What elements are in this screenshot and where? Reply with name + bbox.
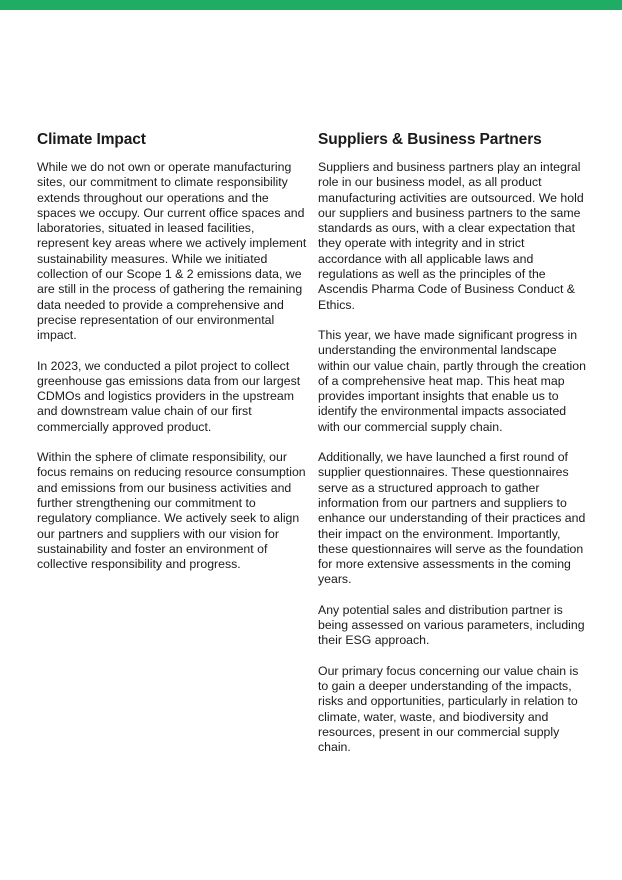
climate-impact-paragraph-1: While we do not own or operate manufacturing sites, our commitment to climate responsibility extends throughout our operations and the spaces we occupy. Our current office spaces and laboratories, situated in leased facilities, represent key areas where we actively implement sustainability measures. While we initiated collection of our Scope 1 & 2 emissions data, we are still in the process of gathering the remaining data needed to provide a comprehensive and precise representation of our environmental impact. [37, 160, 307, 343]
suppliers-section [318, 130, 590, 770]
suppliers-heading: Suppliers & Business Partners [318, 131, 542, 148]
climate-impact-section [37, 130, 309, 587]
climate-impact-heading: Climate Impact [37, 131, 146, 148]
suppliers-paragraph-2: This year, we have made significant progress in understanding the environmental landscape within our value chain, partly through the creation of a comprehensive heat map. This heat map provides important insights that enable us to identify the environmental impacts associated with our commercial supply chain. [318, 327, 586, 434]
top-accent-bar [0, 0, 622, 10]
suppliers-paragraph-5: Our primary focus concerning our value chain is to gain a deeper understanding of the impacts, risks and opportunities, particularly in relation to climate, water, waste, and biodiversity and resources, present in our commercial supply chain. [318, 663, 579, 755]
suppliers-paragraph-4: Any potential sales and distribution partner is being assessed on various parameters, including their ESG approach. [318, 602, 585, 648]
climate-impact-paragraph-3: Within the sphere of climate responsibility, our focus remains on reducing resource consumption and emissions from our business activities and further strengthening our commitment to regulatory compliance. We actively seek to align our partners and suppliers with our vision for sustainability and foster an environment of collective responsibility and progress. [37, 450, 306, 572]
suppliers-paragraph-3: Additionally, we have launched a first round of supplier questionnaires. These questionnaires serve as a structured approach to gather information from our partners and suppliers to enhance our understanding of their practices and their impact on the environment. Importantly, these questionnaires will serve as the foundation for more extensive assessments in the coming years. [318, 450, 586, 587]
suppliers-paragraph-1: Suppliers and business partners play an integral role in our business model, as all product manufacturing activities are outsourced. We hold our suppliers and business partners to the same standards as ours, with a clear expectation that they operate with integrity and in strict accordance with all applicable laws and regulations as well as the principles of the Ascendis Pharma Code of Business Conduct & Ethics. [318, 160, 584, 312]
climate-impact-paragraph-2: In 2023, we conducted a pilot project to collect greenhouse gas emissions data from our largest CDMOs and logistics providers in the upstream and downstream value chain of our first commercially approved product. [37, 358, 301, 434]
